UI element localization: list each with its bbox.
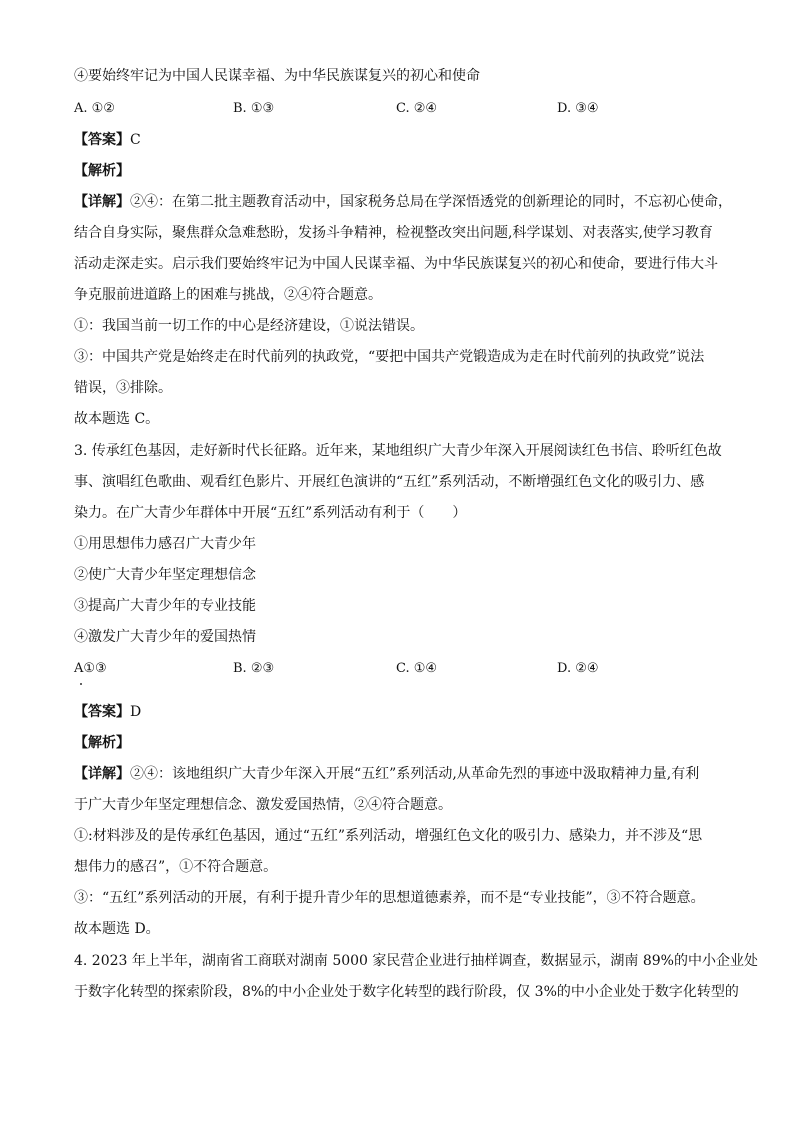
q2-conclusion: 故本题选 C。 bbox=[74, 411, 160, 427]
q2-option-a: A. ①② bbox=[74, 101, 115, 116]
detail-tag: 【详解】 bbox=[74, 766, 130, 782]
q3-item-1: ①用思想伟力感召广大青少年 bbox=[74, 536, 256, 552]
detail-text: ②④：该地组织广大青少年深入开展“五红”系列活动,从革命先烈的事迹中汲取精神力量,有利 bbox=[130, 766, 700, 782]
q3-note-3: ③：“五红”系列活动的开展，有利于提升青少年的思想道德素养，而不是“专业技能”，③不符合题意。 bbox=[74, 890, 705, 906]
q4-stem: 于数字化转型的探索阶段，8%的中小企业处于数字化转型的践行阶段，仅 3%的中小企业处于数字化转型的 bbox=[74, 984, 739, 1000]
q3-note-1: ①:材料涉及的是传承红色基因，通过“五红”系列活动，增强红色文化的吸引力、感染力，并不涉及“思 bbox=[74, 828, 703, 844]
q3-item-3: ③提高广大青少年的专业技能 bbox=[74, 598, 256, 614]
detail-tag: 【详解】 bbox=[74, 194, 130, 210]
q2-detail-text: 争克服前进道路上的困难与挑战，②④符合题意。 bbox=[74, 287, 382, 303]
answer-value: C bbox=[130, 132, 141, 148]
q3-option-d: D. ②④ bbox=[557, 661, 599, 676]
q2-option-d: D. ③④ bbox=[557, 101, 599, 116]
detail-text: ②④：在第二批主题教育活动中，国家税务总局在学深悟透党的创新理论的同时，不忘初心使命， bbox=[130, 194, 732, 210]
stray-dot bbox=[80, 683, 82, 685]
q2-detail-text: 结合自身实际，聚焦群众急难愁盼，发扬斗争精神，检视整改突出问题,科学谋划、对表落实,使学习教育 bbox=[74, 225, 713, 241]
q3-option-b: B. ②③ bbox=[233, 661, 275, 676]
q3-option-a: A①③ bbox=[74, 661, 107, 676]
question2-item4: ④要始终牢记为中国人民谋幸福、为中华民族谋复兴的初心和使命 bbox=[74, 68, 480, 84]
answer-value: D bbox=[130, 704, 142, 720]
q2-detail-text: 活动走深走实。启示我们要始终牢记为中国人民谋幸福、为中华民族谋复兴的初心和使命，要进行伟大斗 bbox=[74, 256, 718, 272]
q3-note-1-cont: 想伟力的感召”，①不符合题意。 bbox=[74, 859, 278, 875]
q3-detail-text: 于广大青少年坚定理想信念、激发爱国热情，②④符合题意。 bbox=[74, 797, 452, 813]
q2-answer-line bbox=[74, 130, 141, 150]
analysis-tag: 【解析】 bbox=[74, 735, 130, 751]
q3-stem: 染力。在广大青少年群体中开展“五红”系列活动有利于（ ） bbox=[74, 505, 467, 521]
q3-item-4: ④激发广大青少年的爱国热情 bbox=[74, 629, 256, 645]
q2-note-3: ③：中国共产党是始终走在时代前列的执政党，“要把中国共产党锻造成为走在时代前列的执政党”说法 bbox=[74, 349, 705, 365]
q2-option-b: B. ①③ bbox=[233, 101, 275, 116]
q2-analysis-tag bbox=[74, 161, 130, 181]
q3-conclusion: 故本题选 D。 bbox=[74, 921, 160, 937]
q3-stem: 3. 传承红色基因，走好新时代长征路。近年来，某地组织广大青少年深入开展阅读红色书信、聆听红色故 bbox=[74, 443, 722, 459]
analysis-tag: 【解析】 bbox=[74, 163, 130, 179]
q4-stem: 4. 2023 年上半年，湖南省工商联对湖南 5000 家民营企业进行抽样调查，数据显示，湖南 89%的中小企业处 bbox=[74, 953, 758, 969]
q3-analysis-tag bbox=[74, 733, 130, 753]
q3-stem: 事、演唱红色歌曲、观看红色影片、开展红色演讲的“五红”系列活动，不断增强红色文化的吸引力、感 bbox=[74, 474, 705, 490]
q2-option-c: C. ②④ bbox=[396, 101, 438, 116]
q3-answer-line bbox=[74, 702, 141, 722]
q2-note-1: ①：我国当前一切工作的中心是经济建设，①说法错误。 bbox=[74, 318, 424, 334]
q3-option-c: C. ①④ bbox=[396, 661, 438, 676]
answer-tag: 【答案】 bbox=[74, 132, 130, 148]
q3-detail-line bbox=[74, 764, 699, 784]
q2-note-3-cont: 错误，③排除。 bbox=[74, 380, 172, 396]
answer-tag: 【答案】 bbox=[74, 704, 130, 720]
q3-item-2: ②使广大青少年坚定理想信念 bbox=[74, 567, 256, 583]
q2-detail-line bbox=[74, 192, 732, 212]
